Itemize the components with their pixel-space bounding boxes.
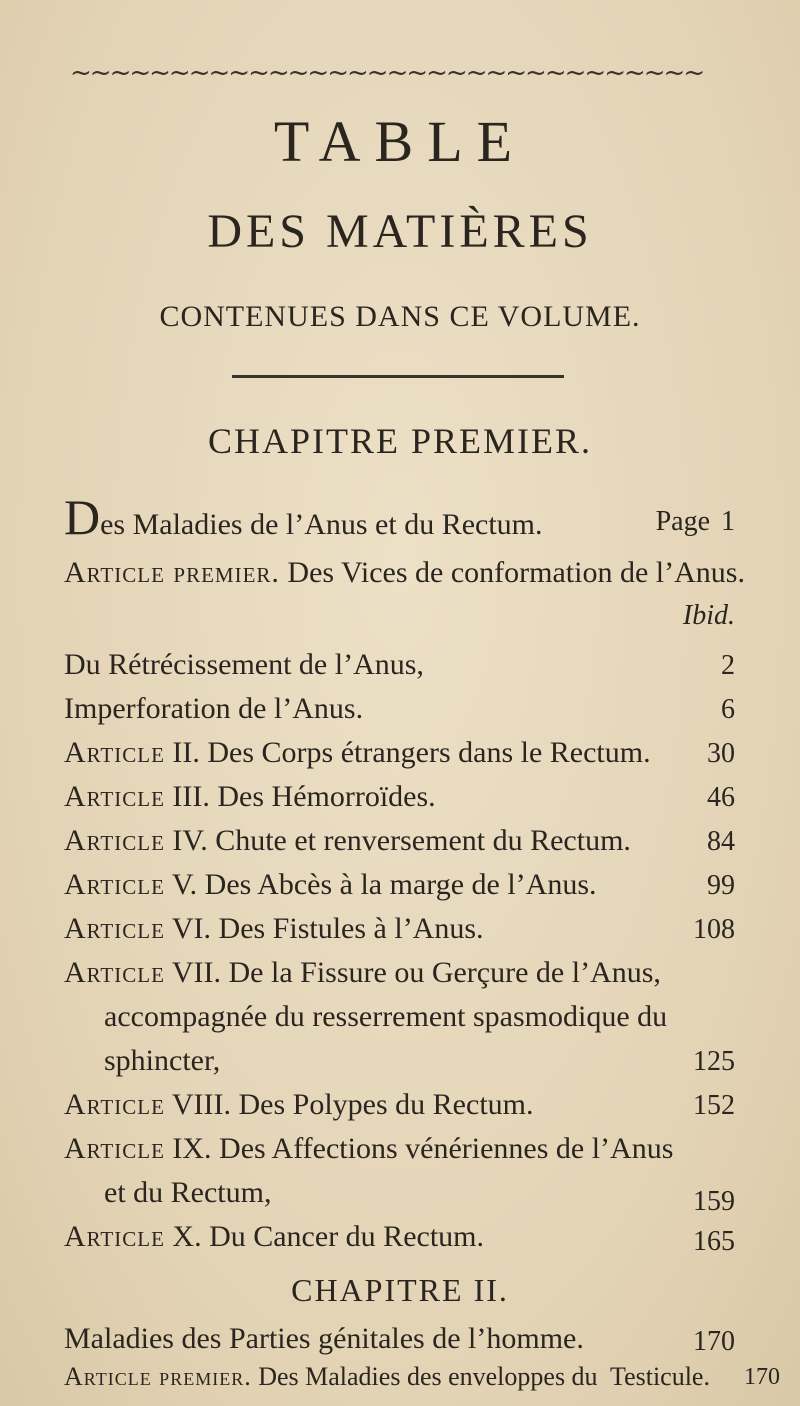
- article-label: Article: [64, 1088, 165, 1121]
- toc-entry-article-6: [64, 912, 484, 946]
- article-title: VII. De la Fissure ou Gerçure de l’Anus,: [171, 956, 661, 989]
- article-label: Article premier.: [64, 1362, 252, 1391]
- chapter-2-heading: CHAPITRE II.: [291, 1272, 509, 1308]
- toc-entry-imperforation: Imperforation de l’Anus.: [64, 692, 364, 725]
- article-6-page: 108: [693, 914, 735, 945]
- article-8-page: 152: [693, 1090, 735, 1121]
- article-title: X. Du Cancer du Rectum.: [172, 1220, 484, 1253]
- toc-entry-article-1: [64, 556, 745, 590]
- page-label: Page: [655, 506, 710, 537]
- decorative-ornament-band: ~~~~~~~~~~~~~~~~~~~~~~~~~~~~~~~~: [70, 58, 704, 88]
- article-10-page: 165: [693, 1226, 735, 1257]
- ch2-article-1-continuation: Testicule.: [610, 1362, 710, 1391]
- title-table: TABLE: [273, 109, 527, 174]
- article-label: Article: [64, 868, 165, 901]
- toc-entry-ch2-article-1: [64, 1362, 598, 1392]
- article-label: Article: [64, 956, 165, 989]
- article-title: II. Des Corps étrangers dans le Rectum.: [172, 736, 651, 769]
- title-divider: [232, 375, 564, 378]
- article-title: IX. Des Affections vénériennes de l’Anus: [172, 1132, 674, 1165]
- toc-entry-retrecissement: Du Rétrécissement de l’Anus,: [64, 648, 424, 681]
- article-9-page: 159: [693, 1186, 735, 1217]
- toc-entry-article-8: [64, 1088, 534, 1122]
- toc-entry-article-9: [64, 1132, 673, 1166]
- article-7-continuation-2: sphincter,: [104, 1044, 221, 1077]
- retrecissement-page: 2: [721, 650, 735, 681]
- chapter-2-intro-page: 170: [693, 1326, 735, 1357]
- chapter-1-intro-page: 1: [721, 506, 735, 537]
- article-3-page: 46: [707, 782, 735, 813]
- article-label: Article: [64, 912, 165, 945]
- article-title: VI. Des Fistules à l’Anus.: [171, 912, 484, 945]
- toc-entry-article-5: [64, 868, 597, 902]
- article-title: Des Maladies des enveloppes du: [258, 1362, 598, 1391]
- article-7-continuation-1: accompagnée du resserrement spasmodique du: [104, 1000, 668, 1033]
- toc-entry-article-4: [64, 824, 631, 858]
- toc-entry-article-7: [64, 956, 661, 990]
- article-title: III. Des Hémorroïdes.: [172, 780, 436, 813]
- dropcap: D: [64, 489, 101, 545]
- title-subtitle: CONTENUES DANS CE VOLUME.: [159, 300, 641, 333]
- article-2-page: 30: [707, 738, 735, 769]
- article-label: Article: [64, 1220, 165, 1253]
- article-4-page: 84: [707, 826, 735, 857]
- article-label: Article: [64, 736, 165, 769]
- article-1-page: Ibid.: [682, 600, 735, 631]
- article-5-page: 99: [707, 870, 735, 901]
- article-title: IV. Chute et renversement du Rectum.: [172, 824, 631, 857]
- toc-entry-article-10: [64, 1220, 484, 1254]
- title-des-matieres: DES MATIÈRES: [207, 205, 593, 258]
- article-title: Des Vices de conformation de l’Anus.: [287, 556, 745, 589]
- imperforation-page: 6: [721, 694, 735, 725]
- article-title: VIII. Des Polypes du Rectum.: [171, 1088, 534, 1121]
- toc-entry-article-2: [64, 736, 651, 770]
- ch2-article-1-page: 170: [744, 1364, 780, 1390]
- article-label: Article premier.: [64, 556, 280, 589]
- article-label: Article: [64, 780, 165, 813]
- chapter-2-intro: Maladies des Parties génitales de l’homme.: [64, 1322, 584, 1355]
- article-7-page: 125: [693, 1046, 735, 1077]
- chapter-1-intro-text: es Maladies de l’Anus et du Rectum.: [100, 508, 543, 541]
- article-9-continuation: et du Rectum,: [104, 1176, 272, 1209]
- article-label: Article: [64, 824, 165, 857]
- chapter-1-heading: CHAPITRE PREMIER.: [207, 421, 593, 461]
- article-title: V. Des Abcès à la marge de l’Anus.: [171, 868, 597, 901]
- article-label: Article: [64, 1132, 165, 1165]
- toc-entry-article-3: [64, 780, 436, 814]
- chapter-1-intro: [64, 489, 543, 545]
